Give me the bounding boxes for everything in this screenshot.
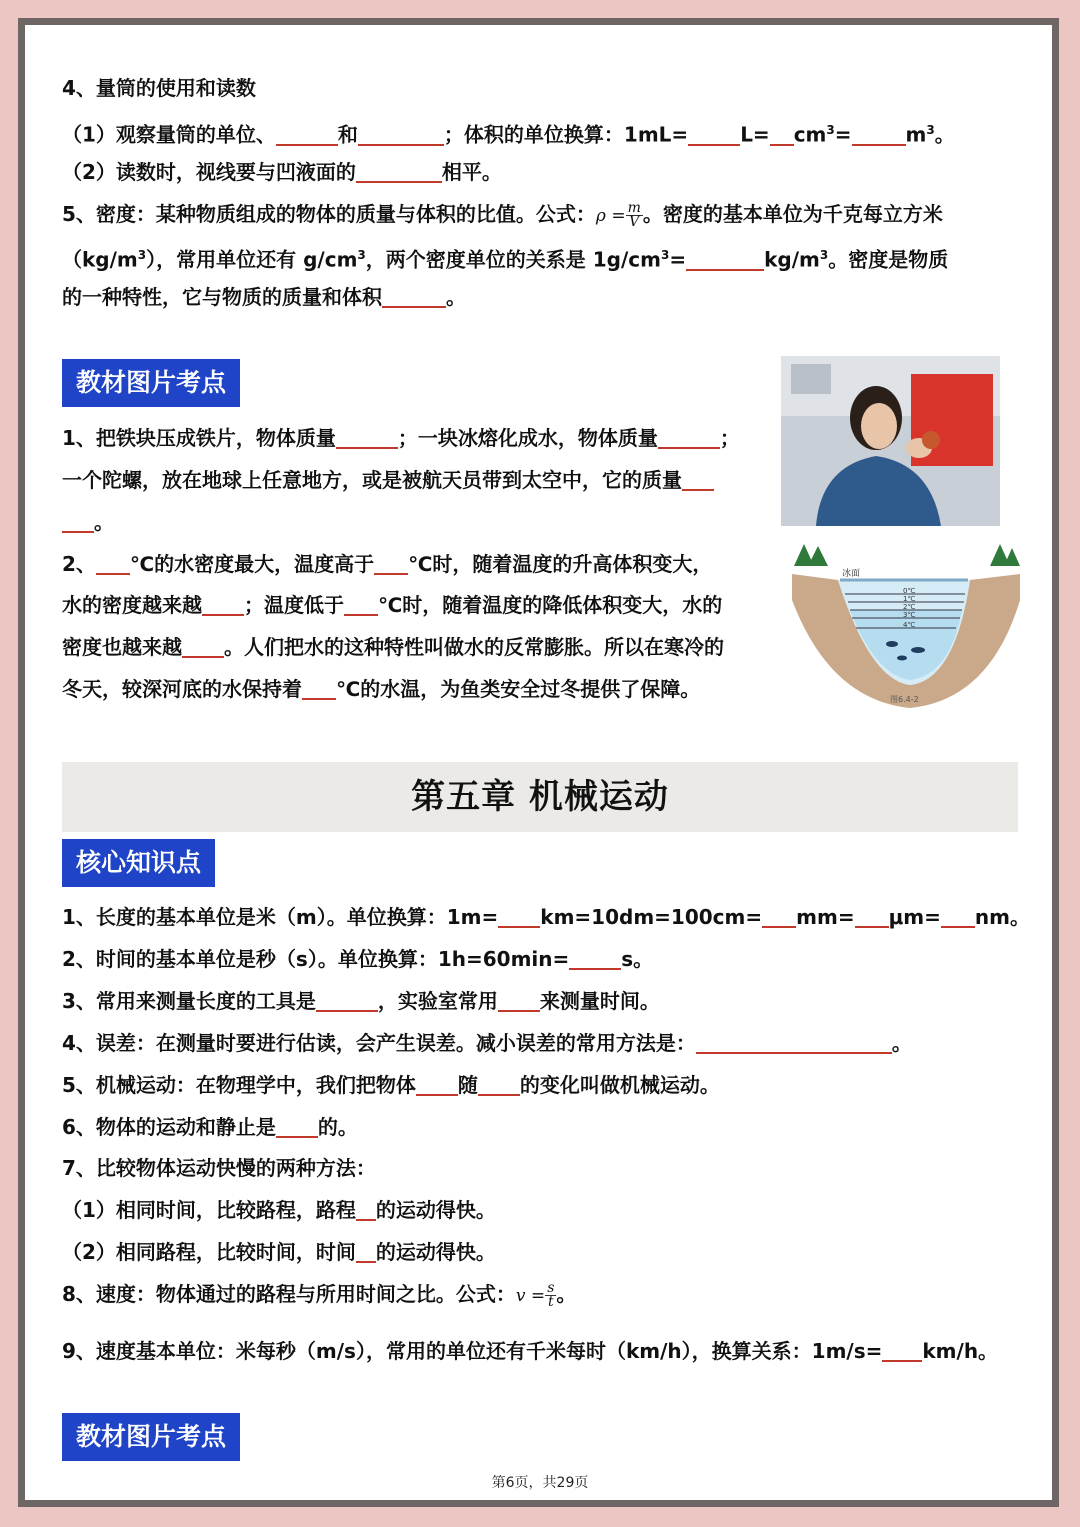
textbook-q2-line2: 水的密度越来越 ；温度低于 ℃时，随着温度的降低体积变大，水的 xyxy=(62,593,723,617)
figure-caption: 图6.4-2 xyxy=(890,695,919,704)
temp-2: 2℃ xyxy=(903,603,916,611)
item-9-speed-unit: 9、速度基本单位：米每秒（m/s），常用的单位还有千米每时（km/h），换算关系：1m/s= km/h。 xyxy=(62,1339,999,1363)
item-7-method-2: （2）相同路程，比较时间，时间 的运动得快。 xyxy=(62,1240,496,1264)
textbook-q2-line3: 密度也越来越 。人们把水的这种特性叫做水的反常膨胀。所以在寒冷的 xyxy=(62,635,724,659)
item-8-speed: 8、速度：物体通过的路程与所用时间之比。公式：v = $\frac{s}{t}$ 。 xyxy=(62,1280,577,1310)
temp-4: 4℃ xyxy=(903,621,916,629)
item-1-length: 1、长度的基本单位是米（m）。单位换算：1m= km=10dm=100cm= mm= μm= nm。 xyxy=(62,905,1030,929)
temp-1: 1℃ xyxy=(903,595,916,603)
temp-3: 3℃ xyxy=(903,611,916,619)
section-label-textbook-figures-2: 教材图片考点 xyxy=(62,1413,240,1461)
density-definition: 5、密度：某种物质组成的物体的质量与体积的比值。公式：ρ = $\frac{m}{V}$ 。密度的基本单位为千克每立方米 xyxy=(62,200,943,230)
section-label-textbook-figures: 教材图片考点 xyxy=(62,359,240,407)
item-7-method-1: （1）相同时间，比较路程，路程 的运动得快。 xyxy=(62,1198,496,1222)
textbook-q1-line2: 一个陀螺，放在地球上任意地方，或是被航天员带到太空中，它的质量 xyxy=(62,466,714,494)
v-symbol: v = xyxy=(515,1286,546,1306)
item-3-tools: 3、常用来测量长度的工具是 ，实验室常用 来测量时间。 xyxy=(62,989,660,1013)
density-property: 的一种特性，它与物质的质量和体积 。 xyxy=(62,285,466,309)
rho-symbol: ρ = xyxy=(595,206,626,226)
ice-surface-label: 冰面 xyxy=(842,569,861,579)
cylinder-q1: （1）观察量筒的单位、 和 ；体积的单位换算：$1mL= L= cm^3= m^3$。 xyxy=(62,122,955,147)
cylinder-q2: （2）读数时，视线要与凹液面的 相平。 xyxy=(62,160,502,184)
item-2-time: 2、时间的基本单位是秒（s）。单位换算：1h=60min= s。 xyxy=(62,947,654,971)
page-number: 第6页，共29页 xyxy=(491,1475,589,1491)
item-7-compare: 7、比较物体运动快慢的两种方法： xyxy=(62,1156,376,1180)
frozen-pond-diagram xyxy=(790,540,1022,710)
textbook-q2-line1: 2、 ℃的水密度最大，温度高于 ℃时，随着温度的升高体积变大， xyxy=(62,552,713,576)
astronaut-photo xyxy=(781,356,1000,526)
heading-graduated-cylinder: 4、量筒的使用和读数 xyxy=(62,76,256,100)
item-4-error: 4、误差：在测量时要进行估读，会产生误差。减小误差的常用方法是： 。 xyxy=(62,1031,912,1055)
textbook-q1-line3: 。 xyxy=(62,508,114,536)
chapter-title: 第五章 机械运动 xyxy=(62,762,1018,832)
density-units: $(kg/m^3)$，常用单位还有 $g/cm^3$，两个密度单位的关系是 $1g/cm^3= kg/m^3$。密度是物质 xyxy=(62,247,949,272)
textbook-q2-line4: 冬天，较深河底的水保持着 ℃的水温，为鱼类安全过冬提供了保障。 xyxy=(62,677,701,701)
density-formula: $\frac{m}{V}$ xyxy=(627,200,641,230)
speed-formula: $\frac{s}{t}$ xyxy=(547,1280,555,1310)
item-6-relative: 6、物体的运动和静止是 的。 xyxy=(62,1115,358,1139)
textbook-q1-line1: 1、把铁块压成铁片，物体质量 ；一块冰熔化成水，物体质量 ； xyxy=(62,426,740,450)
section-label-core-knowledge: 核心知识点 xyxy=(62,839,215,887)
item-5-mechanical-motion: 5、机械运动：在物理学中，我们把物体 随 的变化叫做机械运动。 xyxy=(62,1073,720,1097)
temp-0: 0℃ xyxy=(903,587,916,595)
